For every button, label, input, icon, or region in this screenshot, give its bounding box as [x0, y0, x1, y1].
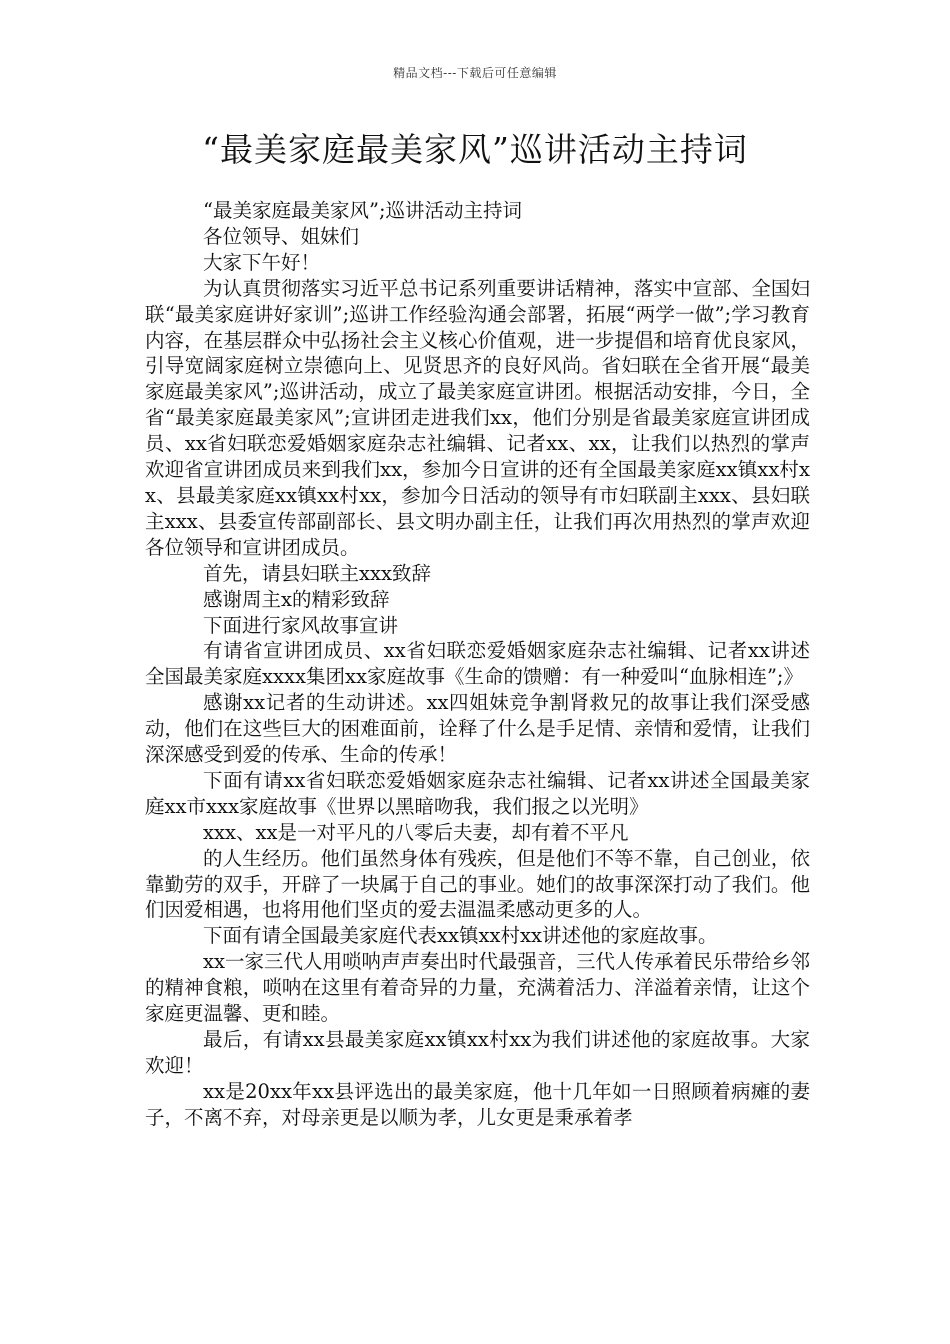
- document-title: “最美家庭最美家风”巡讲活动主持词: [202, 130, 748, 169]
- paragraph-greeting-leaders: 各位领导、姐妹们: [203, 224, 360, 248]
- paragraph-story-two-intro: 下面有请xx省妇联恋爱婚姻家庭杂志社编辑、记者xx讲述全国最美家庭xx市xxx家庭故事《世界以黑暗吻我，我们报之以光明》: [145, 768, 810, 818]
- paragraph-story-two-summary-b: 的人生经历。他们虽然身体有残疾，但是他们不等不靠，自己创业，依靠勤劳的双手，开辟了一块属于自己的事业。她们的故事深深打动了我们。他们因爱相遇，也将用他们坚贞的爱去温温柔感动更多的人。: [145, 846, 810, 922]
- paragraph-heading-repeat: “最美家庭最美家风”;巡讲活动主持词: [203, 199, 523, 222]
- paragraph-story-one-thanks: 感谢xx记者的生动讲述。xx四姐妹竞争割肾救兄的故事让我们深受感动，他们在这些巨大的困难面前，诠释了什么是手足情、亲情和爱情，让我们深深感受到爱的传承、生命的传承！: [145, 691, 810, 767]
- paragraph-story-four-summary: xx是20xx年xx县评选出的最美家庭，他十几年如一日照顾着病瘫的妻子，不离不弃，对母亲更是以顺为孝，儿女更是秉承着孝: [145, 1079, 810, 1129]
- paragraph-story-three-summary: xx一家三代人用唢呐声声奏出时代最强音，三代人传承着民乐带给乡邻的精神食粮，唢呐在这里有着奇异的力量，充满着活力、洋溢着亲情，让这个家庭更温馨、更和睦。: [145, 950, 810, 1026]
- paragraph-story-four-intro: 最后，有请xx县最美家庭xx镇xx村xx为我们讲述他的家庭故事。大家欢迎！: [145, 1028, 810, 1077]
- paragraph-introduction: 为认真贯彻落实习近平总书记系列重要讲话精神，落实中宣部、全国妇联“最美家庭讲好家训”;巡讲工作经验沟通会部署，拓展“两学一做”;学习教育内容，在基层群众中弘扬社会主义核心价值观，进一步提倡和培育优良家风，引导宽阔家庭树立崇德向上、见贤思齐的良好风尚。省妇联在全省开展“最美家庭最美家风”;巡讲活动，成立了最美家庭宣讲团。根据活动安排，今日，全省“最美家庭最美家风”;宣讲团走进我们xx，他们分别是省最美家庭宣讲团成员、xx省妇联恋爱婚姻家庭杂志社编辑、记者xx、xx，让我们以热烈的掌声欢迎省宣讲团成员来到我们xx，参加今日宣讲的还有全国最美家庭xx镇xx村xx、县最美家庭xx镇xx村xx，参加今日活动的领导有市妇联副主xxx、县妇联主xxx、县委宣传部副部长、县文明办副主任，让我们再次用热烈的掌声欢迎各位领导和宣讲团成员。: [145, 276, 810, 559]
- paragraph-story-session: 下面进行家风故事宣讲: [203, 613, 399, 637]
- paragraph-story-three-intro: 下面有请全国最美家庭代表xx镇xx村xx讲述他的家庭故事。: [203, 924, 718, 948]
- page-header-note: 精品文档---下载后可任意编辑: [393, 66, 557, 80]
- paragraph-thanks-speech: 感谢周主x的精彩致辞: [203, 587, 390, 611]
- document-body: [145, 198, 810, 1131]
- paragraph-greeting-afternoon: 大家下午好！: [203, 250, 321, 274]
- paragraph-opening-speech: 首先，请县妇联主xxx致辞: [203, 561, 431, 585]
- paragraph-story-two-summary-a: xxx、xx是一对平凡的八零后夫妻，却有着不平凡: [203, 820, 629, 844]
- paragraph-story-one-intro: 有请省宣讲团成员、xx省妇联恋爱婚姻家庭杂志社编辑、记者xx讲述全国最美家庭xxxx集团xx家庭故事《生命的馈赠：有一种爱叫“血脉相连”;》: [145, 639, 810, 689]
